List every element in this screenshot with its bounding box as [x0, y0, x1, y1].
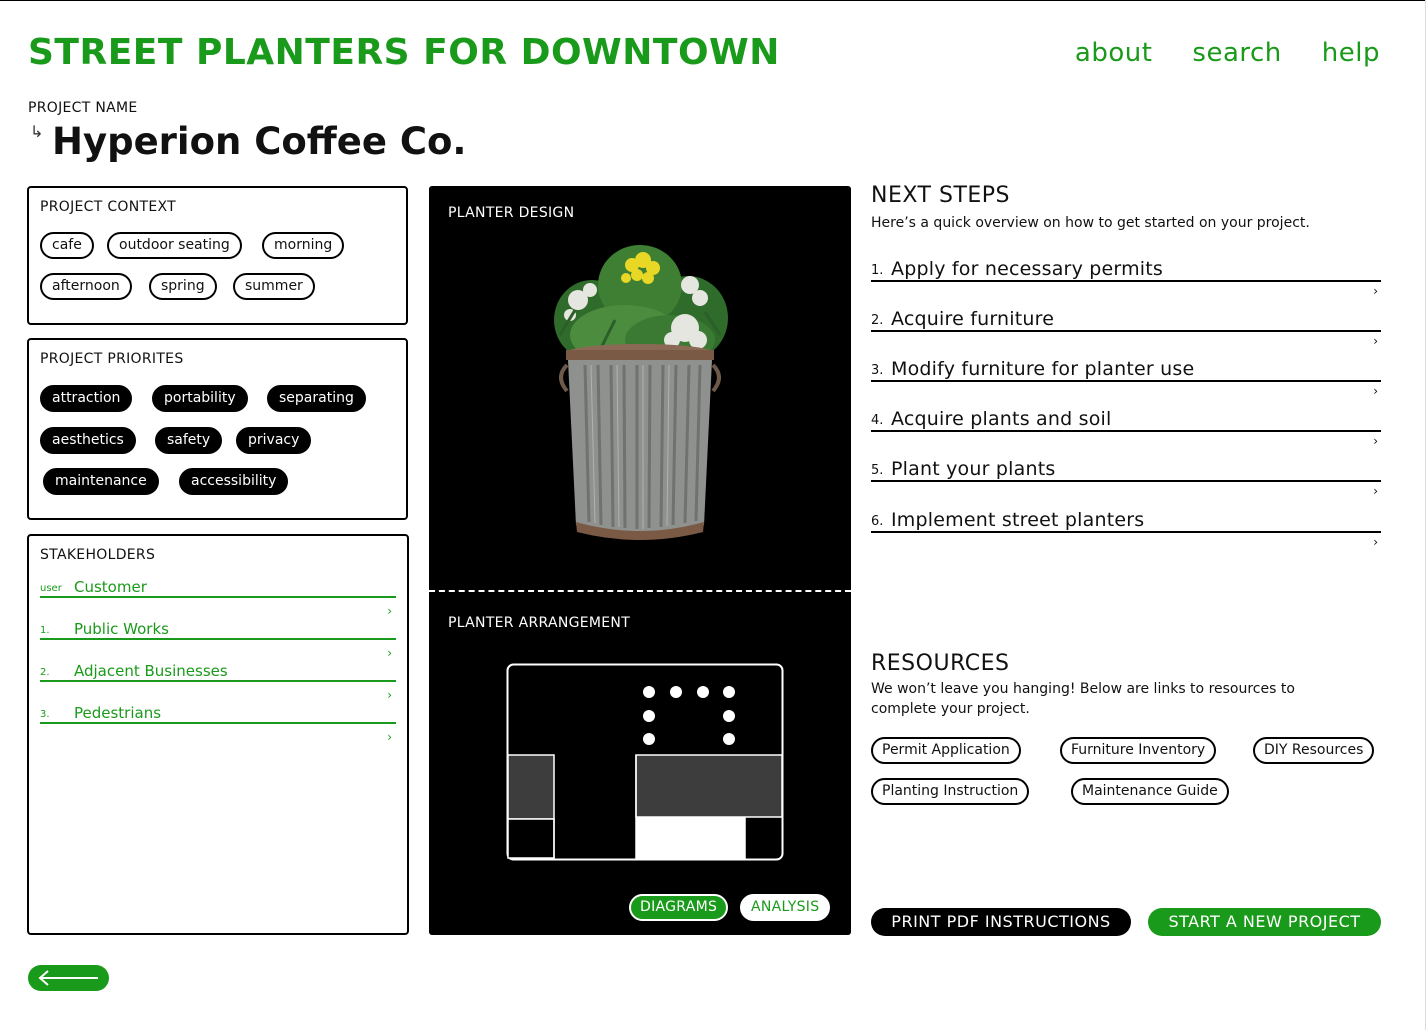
chevron-right-icon: › [387, 730, 392, 744]
priority-tag[interactable]: aesthetics [40, 427, 136, 454]
back-button[interactable] [28, 965, 109, 991]
project-name-label: PROJECT NAME [28, 100, 138, 116]
resources-title: RESOURCES [871, 651, 1010, 676]
site-title: STREET PLANTERS FOR DOWNTOWN [28, 32, 780, 73]
step-number: 1. [871, 263, 884, 278]
stakeholder-row[interactable] [40, 568, 396, 618]
chevron-right-icon: › [1373, 434, 1378, 448]
stakeholders-title: STAKEHOLDERS [40, 547, 156, 563]
return-arrow-icon: ↳ [30, 122, 44, 141]
nav-search-link[interactable]: search [1192, 38, 1282, 68]
next-steps-subtitle: Here’s a quick overview on how to get started on your project. [871, 215, 1310, 231]
step-number: 6. [871, 514, 884, 529]
next-steps-title: NEXT STEPS [871, 183, 1011, 208]
resource-link[interactable]: Permit Application [871, 737, 1021, 764]
resource-link[interactable]: Planting Instruction [871, 778, 1029, 805]
chevron-right-icon: › [1373, 284, 1378, 298]
project-priorities-panel [27, 338, 408, 520]
chevron-right-icon: › [387, 688, 392, 702]
next-step-row[interactable] [871, 505, 1381, 549]
next-step-row[interactable] [871, 254, 1381, 298]
priority-tag[interactable]: safety [155, 427, 222, 454]
step-text: Acquire furniture [891, 308, 1055, 330]
chevron-right-icon: › [387, 604, 392, 618]
context-tag[interactable]: morning [262, 232, 344, 259]
stakeholder-number: user [40, 583, 62, 594]
context-tag[interactable]: outdoor seating [107, 232, 242, 259]
resources-subtitle: We won’t leave you hanging! Below are links to resources to complete your project. [871, 681, 1295, 717]
next-step-row[interactable] [871, 354, 1381, 398]
step-number: 4. [871, 413, 884, 428]
stakeholder-number: 1. [40, 625, 50, 636]
step-text: Acquire plants and soil [891, 408, 1112, 430]
stakeholder-name: Public Works [74, 620, 169, 638]
chevron-right-icon: › [1373, 484, 1378, 498]
stakeholders-panel [27, 534, 409, 935]
step-number: 2. [871, 313, 884, 328]
stakeholder-number: 2. [40, 667, 50, 678]
stakeholder-name: Adjacent Businesses [74, 662, 228, 680]
context-tag[interactable]: cafe [40, 232, 94, 259]
chevron-right-icon: › [1373, 334, 1378, 348]
project-priorities-title: PROJECT PRIORITES [40, 351, 184, 367]
priority-tag[interactable]: attraction [40, 385, 132, 412]
stakeholder-row[interactable] [40, 694, 396, 744]
priority-tag[interactable]: accessibility [179, 468, 288, 495]
planter-design-label: PLANTER DESIGN [448, 205, 575, 221]
stakeholder-name: Pedestrians [74, 704, 162, 722]
planter-image [540, 240, 740, 550]
step-text: Implement street planters [891, 509, 1145, 531]
start-new-project-button[interactable]: START A NEW PROJECT [1148, 908, 1381, 936]
stakeholder-name: Customer [74, 578, 147, 596]
context-tag[interactable]: spring [149, 273, 217, 300]
chevron-right-icon: › [387, 646, 392, 660]
project-context-panel [27, 186, 408, 325]
next-step-row[interactable] [871, 454, 1381, 498]
resource-link[interactable]: Maintenance Guide [1071, 778, 1229, 805]
project-context-title: PROJECT CONTEXT [40, 199, 177, 215]
context-tag[interactable]: afternoon [40, 273, 132, 300]
diagrams-toggle[interactable]: DIAGRAMS [629, 894, 728, 921]
nav-about-link[interactable]: about [1074, 38, 1153, 68]
stakeholder-row[interactable] [40, 652, 396, 702]
step-text: Apply for necessary permits [891, 258, 1164, 280]
print-pdf-button[interactable]: PRINT PDF INSTRUCTIONS [871, 908, 1131, 936]
stakeholder-row[interactable] [40, 610, 396, 660]
top-border [0, 0, 1426, 1]
section-divider [429, 590, 851, 592]
stakeholder-number: 3. [40, 709, 50, 720]
priority-tag[interactable]: privacy [236, 427, 311, 454]
arrow-left-icon [28, 965, 109, 991]
top-nav [1075, 38, 1380, 68]
step-number: 3. [871, 363, 884, 378]
chevron-right-icon: › [1373, 384, 1378, 398]
nav-help-link[interactable]: help [1321, 38, 1380, 68]
context-tag[interactable]: summer [233, 273, 315, 300]
step-text: Modify furniture for planter use [891, 358, 1195, 380]
priority-tag[interactable]: separating [267, 385, 366, 412]
planter-arrangement-label: PLANTER ARRANGEMENT [448, 615, 631, 631]
resource-link[interactable]: DIY Resources [1253, 737, 1374, 764]
next-step-row[interactable] [871, 304, 1381, 348]
next-step-row[interactable] [871, 404, 1381, 448]
analysis-toggle[interactable]: ANALYSIS [740, 894, 830, 921]
step-number: 5. [871, 463, 884, 478]
step-text: Plant your plants [891, 458, 1056, 480]
priority-tag[interactable]: portability [152, 385, 248, 412]
chevron-right-icon: › [1373, 535, 1378, 549]
project-name: Hyperion Coffee Co. [52, 120, 467, 163]
arrangement-diagram [506, 663, 784, 861]
priority-tag[interactable]: maintenance [43, 468, 159, 495]
planter-panel [429, 186, 851, 935]
resource-link[interactable]: Furniture Inventory [1060, 737, 1216, 764]
